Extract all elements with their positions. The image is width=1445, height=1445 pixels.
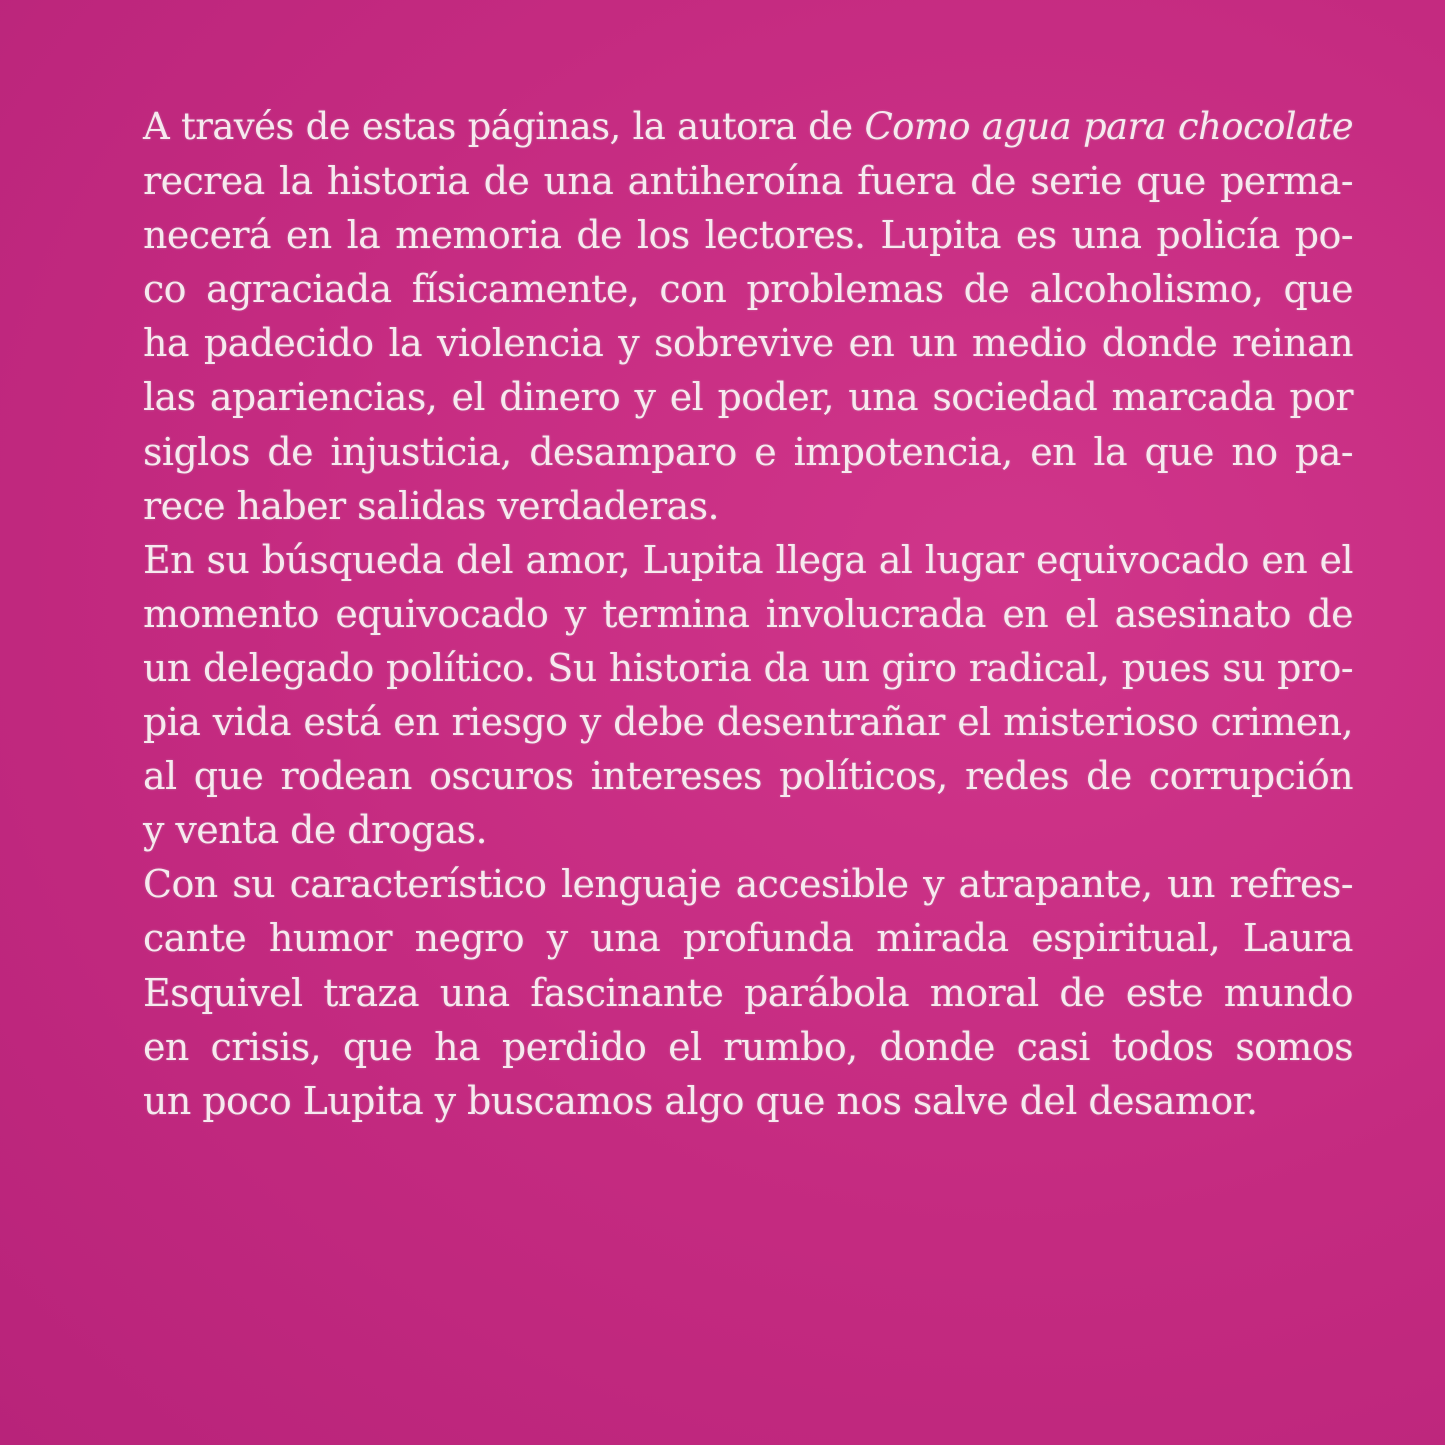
synopsis-line: un poco Lupita y buscamos algo que nos salve del desamor.: [143, 1078, 1258, 1123]
line-text: A través de estas páginas, la autora de: [143, 105, 865, 148]
synopsis-line: En su búsqueda del amor, Lupita llega al lugar equivocado en el: [143, 537, 1353, 582]
synopsis-line: y venta de drogas.: [143, 808, 488, 853]
synopsis-line: recrea la historia de una antiheroína fuera de serie que perma-: [143, 159, 1353, 204]
synopsis-line: [143, 100, 1353, 154]
synopsis-line: necerá en la memoria de los lectores. Lupita es una policía po-: [143, 213, 1353, 258]
synopsis-line: cante humor negro y una profunda mirada espiritual, Laura: [143, 916, 1353, 961]
synopsis-line: rece haber salidas verdaderas.: [143, 483, 720, 528]
synopsis-line: pia vida está en riesgo y debe desentrañar el misterioso crimen,: [143, 700, 1353, 745]
synopsis-line: momento equivocado y termina involucrada en el asesinato de: [143, 591, 1353, 636]
synopsis-line: siglos de injusticia, desamparo e impotencia, en la que no pa-: [143, 429, 1353, 474]
synopsis-line: las apariencias, el dinero y el poder, una sociedad marcada por: [143, 375, 1353, 420]
synopsis-line: ha padecido la violencia y sobrevive en un medio donde reinan: [143, 321, 1353, 366]
synopsis-line: en crisis, que ha perdido el rumbo, donde casi todos somos: [143, 1024, 1353, 1069]
book-title-italic: Como agua para chocolate: [864, 105, 1354, 148]
synopsis-line: al que rodean oscuros intereses políticos, redes de corrupción: [143, 754, 1353, 799]
synopsis-line: co agraciada físicamente, con problemas de alcoholismo, que: [143, 267, 1353, 312]
synopsis-text: [143, 100, 1353, 1128]
synopsis-line: Con su característico lenguaje accesible y atrapante, un refres-: [143, 862, 1353, 907]
synopsis-line: Esquivel traza una fascinante parábola moral de este mundo: [143, 970, 1353, 1015]
synopsis-line: un delegado político. Su historia da un giro radical, pues su pro-: [143, 645, 1353, 690]
